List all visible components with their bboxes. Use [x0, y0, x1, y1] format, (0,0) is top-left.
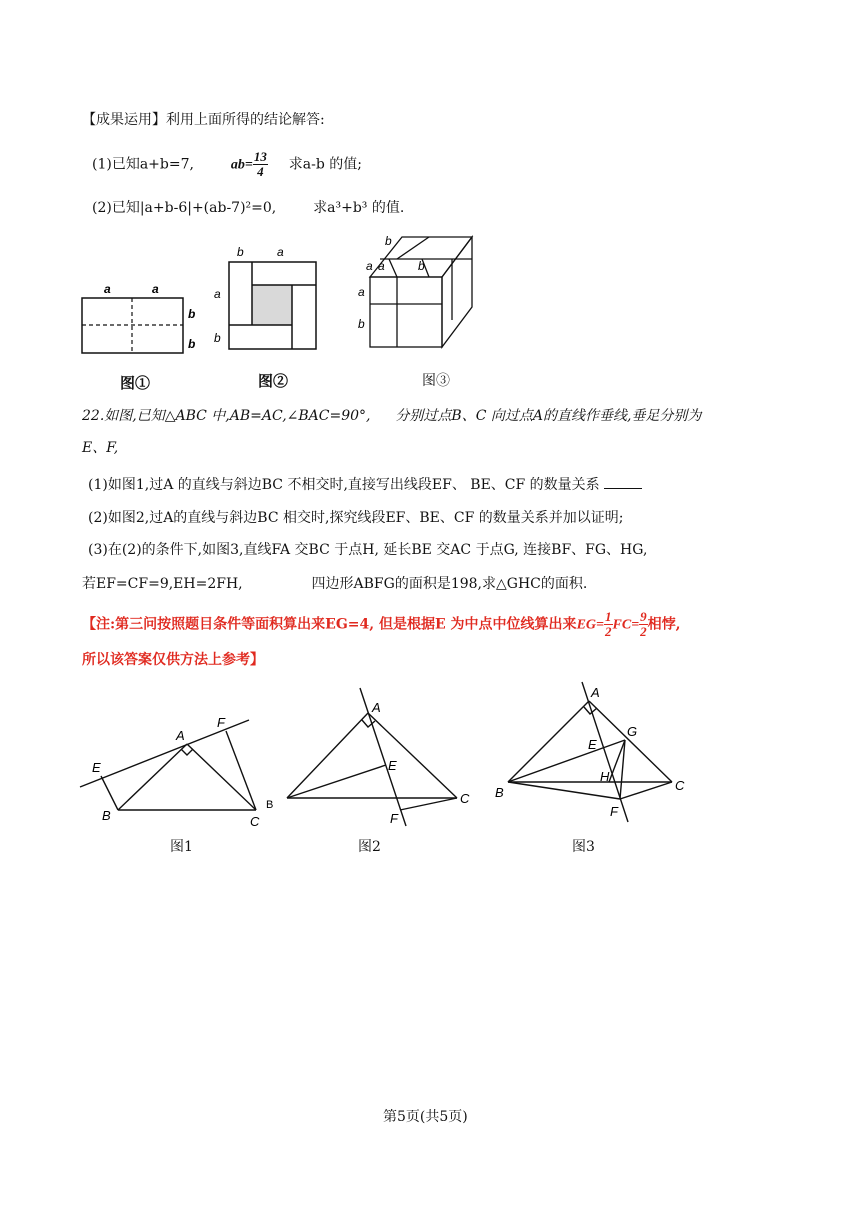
fig1-label-a-left: a [104, 282, 111, 296]
geometry-fig-2-caption: 图2 [358, 839, 381, 855]
fig-1-extra-B: B [266, 799, 274, 811]
fig-3-point-B: B [495, 785, 504, 800]
equals-sign: = [244, 157, 253, 173]
question-2-prefix: (2)已知|a+b-6|+(ab-7)²=0, [92, 200, 277, 216]
fig-3-point-A: A [591, 685, 600, 700]
fig-1-point-B: B [102, 808, 111, 823]
fig-3-point-G: G [627, 724, 638, 739]
note-eg: EG [576, 617, 597, 633]
fig-1-point-F: F [217, 715, 225, 730]
note-eq-1: = [596, 617, 604, 633]
question-1-suffix: 求a-b 的值; [288, 156, 362, 173]
question-1-prefix: (1)已知a+b=7, [92, 156, 194, 173]
note-nine-den: 2 [640, 624, 647, 639]
question-2-suffix: 求a³+b³ 的值. [313, 200, 405, 216]
fraction-denominator: 4 [257, 164, 264, 179]
fig1-label-b-top: b [188, 307, 196, 321]
geometry-fig-3-caption: 图3 [572, 839, 595, 855]
section-heading: 【成果运用】利用上面所得的结论解答: [82, 112, 325, 128]
fig2-label-b-left: b [214, 331, 221, 345]
fig-3-point-E: E [588, 737, 597, 752]
part-3-cond-b: 四边形ABFG的面积是198,求△GHC的面积. [311, 576, 588, 592]
geometry-fig-1-caption: 图1 [170, 839, 193, 855]
problem-22-title-c: E、F, [82, 440, 119, 456]
fig-3-point-F: F [610, 804, 618, 819]
note-half-num: 1 [605, 609, 612, 624]
fig3-label-a-side: a [358, 285, 365, 299]
fig-1-point-A: A [176, 728, 185, 743]
fig3-label-a-mid: a [378, 259, 385, 273]
fig3-caption: 图③ [422, 373, 450, 389]
fig3-label-b-side: b [358, 317, 365, 331]
note-eq-2: = [631, 617, 640, 633]
fig2-label-a-top: a [277, 245, 284, 259]
fig-2-point-A: A [372, 700, 381, 715]
note-line-2: 所以该答案仅供方法上参考】 [82, 652, 264, 668]
fig-3-point-H: H [600, 769, 610, 784]
fig3-label-b-top: b [385, 234, 392, 248]
fig-2-point-E: E [388, 758, 397, 773]
part-3-cond-a: 若EF=CF=9,EH=2FH, [82, 576, 243, 592]
fig1-caption: 图① [120, 374, 151, 392]
fig3-label-b-mid: b [418, 259, 425, 273]
note-half-den: 2 [605, 624, 612, 639]
problem-22-title-b: 分别过点B、C 向过点A的直线作垂线,垂足分别为 [395, 408, 702, 424]
fig1-label-a-right: a [152, 282, 159, 296]
fig-1-point-C: C [250, 814, 260, 829]
problem-22-title-a: 22.如图,已知△ABC 中,AB=AC,∠BAC=90°, [82, 408, 371, 424]
fig-3-point-C: C [675, 778, 685, 793]
fig-1-point-E: E [92, 760, 101, 775]
fig-2-point-C: C [460, 791, 470, 806]
fig2-caption: 图② [258, 372, 289, 390]
page-footer: 第5页(共5页) [383, 1109, 468, 1125]
fraction-numerator: 13 [253, 149, 267, 164]
note-fc: FC [612, 617, 632, 633]
fig1-label-b-bottom: b [188, 337, 196, 351]
fig-2-point-F: F [390, 811, 398, 826]
note-text-a: 【注:第三问按照题目条件等面积算出来EG=4, 但是根据E 为中点中位线算出来 [82, 616, 577, 633]
fig2-label-b-top: b [237, 245, 244, 259]
ab-term: ab [230, 157, 245, 173]
fig3-label-a-left: a [366, 259, 373, 273]
note-text-b: 相悖, [647, 616, 681, 633]
fig2-label-a-left: a [214, 287, 221, 301]
problem-22-part-2: (2)如图2,过A的直线与斜边BC 相交时,探究线段EF、BE、CF 的数量关系并加以证明; [88, 510, 624, 526]
note-nine-num: 9 [640, 609, 647, 624]
part-1-text: (1)如图1,过A 的直线与斜边BC 不相交时,直接写出线段EF、 BE、CF 的数量关系 [88, 477, 600, 493]
problem-22-part-3: (3)在(2)的条件下,如图3,直线FA 交BC 于点H, 延长BE 交AC 于点G, 连接BF、FG、HG, [88, 542, 648, 558]
